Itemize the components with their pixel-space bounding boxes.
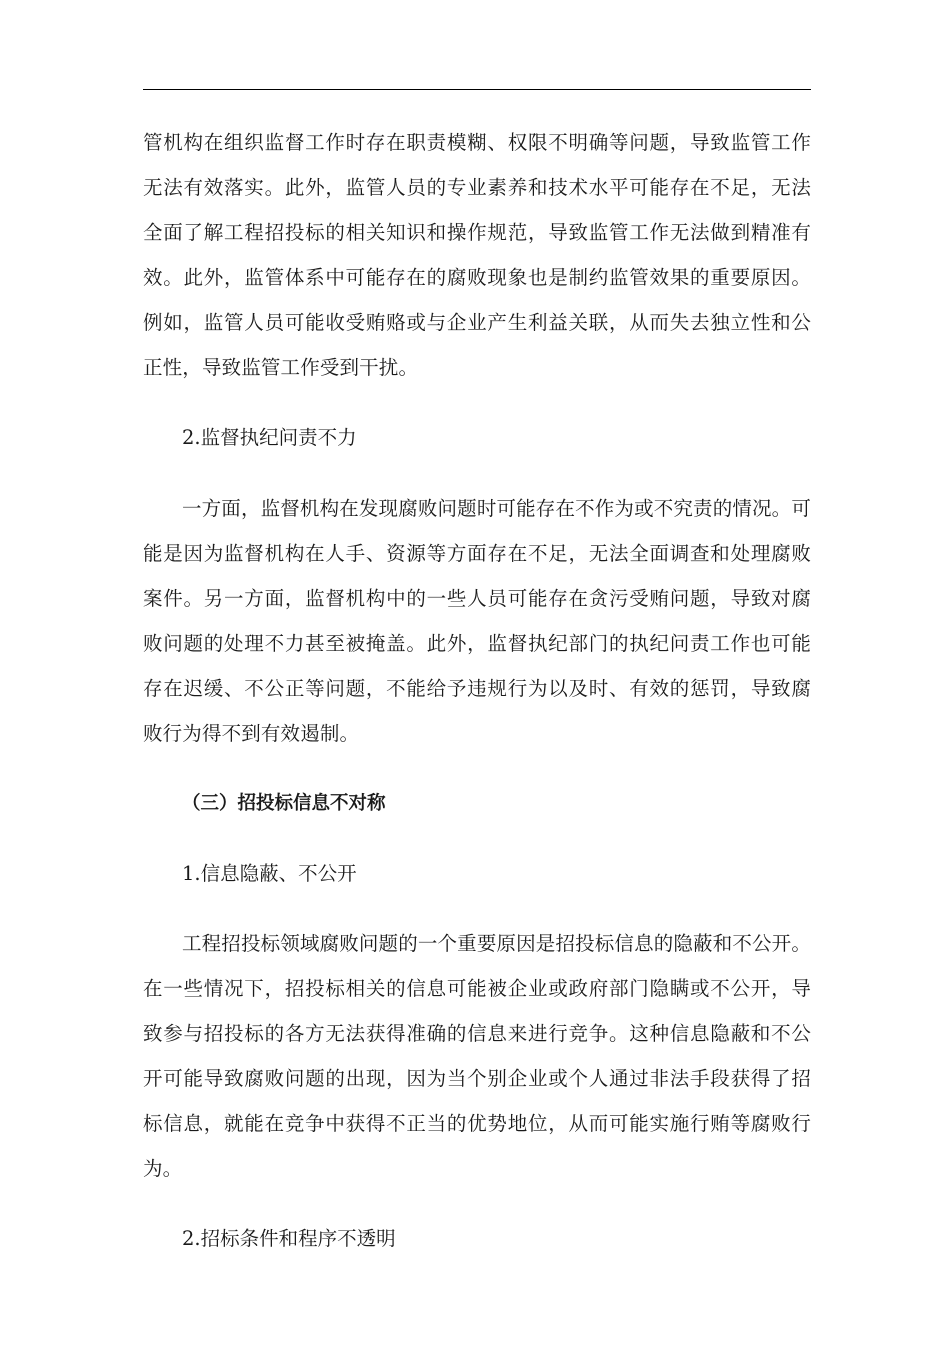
section-heading: （三）招投标信息不对称 xyxy=(182,793,386,814)
paragraph-body: 一方面，监督机构在发现腐败问题时可能存在不作为或不究责的情况。可能是因为监督机构在人手、资源等方面存在不足，无法全面调查和处理腐败案件。另一方面，监督机构中的一些人员可能存在贪污受贿问题，导致对腐败问题的处理不力甚至被掩盖。此外，监督执纪部门的执纪问责工作也可能存在迟缓、不公正等问题，不能给予违规行为以及时、有效的惩罚，导致腐败行为得不到有效遏制。 xyxy=(143,497,811,745)
subheading-2: 2.监督执纪问责不力 xyxy=(182,426,357,449)
subheading-1: 1.信息隐蔽、不公开 xyxy=(182,862,357,885)
document-body xyxy=(143,120,811,1261)
header-rule xyxy=(143,89,811,90)
paragraph-continued: 管机构在组织监督工作时存在职责模糊、权限不明确等问题，导致监管工作无法有效落实。此外，监管人员的专业素养和技术水平可能存在不足，无法全面了解工程招投标的相关知识和操作规范，导致监管工作无法做到精准有效。此外，监管体系中可能存在的腐败现象也是制约监管效果的重要原因。例如，监管人员可能收受贿赂或与企业产生利益关联，从而失去独立性和公正性，导致监管工作受到干扰。 xyxy=(143,131,811,379)
subheading-2: 2.招标条件和程序不透明 xyxy=(182,1227,396,1250)
paragraph-body: 工程招投标领域腐败问题的一个重要原因是招投标信息的隐蔽和不公开。在一些情况下，招投标相关的信息可能被企业或政府部门隐瞒或不公开，导致参与招投标的各方无法获得准确的信息来进行竞争。这种信息隐蔽和不公开可能导致腐败问题的出现，因为当个别企业或个人通过非法手段获得了招标信息，就能在竞争中获得不正当的优势地位，从而可能实施行贿等腐败行为。 xyxy=(143,932,811,1180)
